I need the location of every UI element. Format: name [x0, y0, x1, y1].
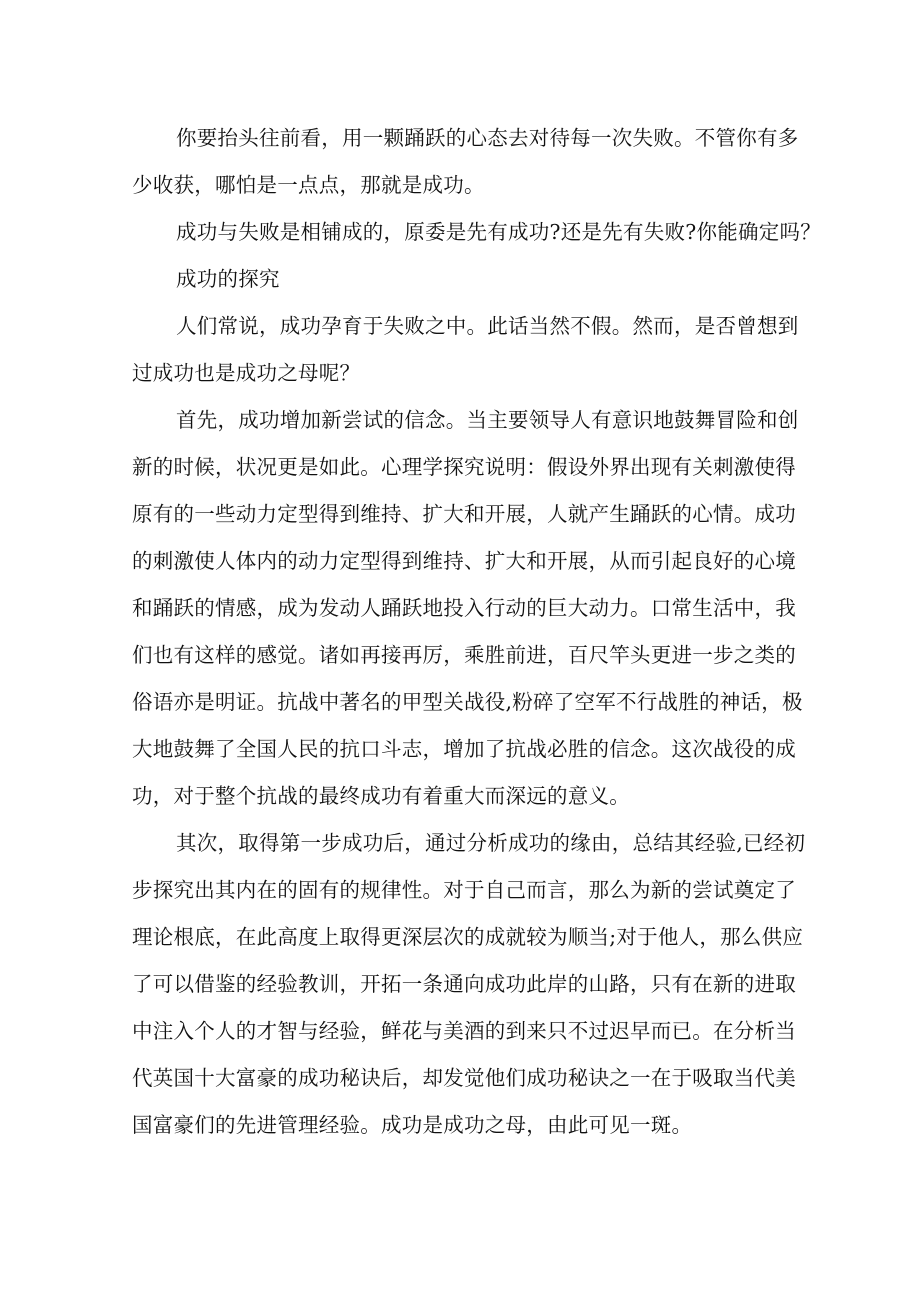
- text-line: 代英国十大富豪的成功秘诀后，却发觉他们成功秘诀之一在于吸取当代美: [132, 1066, 796, 1090]
- text-line: 了可以借鉴的经验教训，开拓一条通向成功此岸的山路，只有在新的进取: [132, 972, 796, 996]
- text-line: 少收获，哪怕是一点点，那就是成功。: [132, 173, 485, 197]
- text-line: 国富豪们的先进管理经验。成功是成功之母，由此可见一斑。: [132, 1113, 693, 1137]
- text-line: 原有的一些动力定型得到维持、扩大和开展，人就产生踊跃的心情。成功: [132, 502, 796, 526]
- text-line: 过成功也是成功之母呢？: [132, 361, 361, 385]
- text-line: 的刺激使人体内的动力定型得到维持、扩大和开展，从而引起良好的心境: [132, 549, 796, 573]
- section-heading: 成功的探究: [176, 267, 280, 291]
- text-line: 功，对于整个抗战的最终成功有着重大而深远的意义。: [132, 784, 630, 808]
- text-line: 大地鼓舞了全国人民的抗口斗志，增加了抗战必胜的信念。这次战役的成: [132, 737, 796, 761]
- text-line: 人们常说，成功孕育于失败之中。此话当然不假。然而，是否曾想到: [176, 314, 799, 338]
- text-line: 俗语亦是明证。抗战中著名的甲型关战役,粉碎了空军不行战胜的神话，极: [132, 690, 803, 714]
- text-line: 其次，取得第一步成功后，通过分析成功的缘由，总结其经验,已经初: [176, 831, 806, 855]
- text-line: 成功与失败是相铺成的，原委是先有成功?还是先有失败?你能确定吗？: [176, 220, 821, 244]
- text-line: 中注入个人的才智与经验，鲜花与美酒的到来只不过迟早而已。在分析当: [132, 1019, 796, 1043]
- text-line: 理论根底，在此高度上取得更深层次的成就较为顺当;对于他人，那么供应: [132, 925, 804, 949]
- text-line: 和踊跃的情感，成为发动人踊跃地投入行动的巨大动力。口常生活中，我: [132, 596, 796, 620]
- text-line: 你要抬头往前看，用一颗踊跃的心态去对待每一次失败。不管你有多: [176, 126, 799, 150]
- text-line: 新的时候，状况更是如此。心理学探究说明：假设外界出现有关刺激使得: [132, 455, 796, 479]
- text-line: 步探究出其内在的固有的规律性。对于自己而言，那么为新的尝试奠定了: [132, 878, 796, 902]
- text-line: 首先，成功增加新尝试的信念。当主要领导人有意识地鼓舞冒险和创: [176, 408, 799, 432]
- text-line: 们也有这样的感觉。诸如再接再厉，乘胜前进，百尺竿头更进一步之类的: [132, 643, 796, 667]
